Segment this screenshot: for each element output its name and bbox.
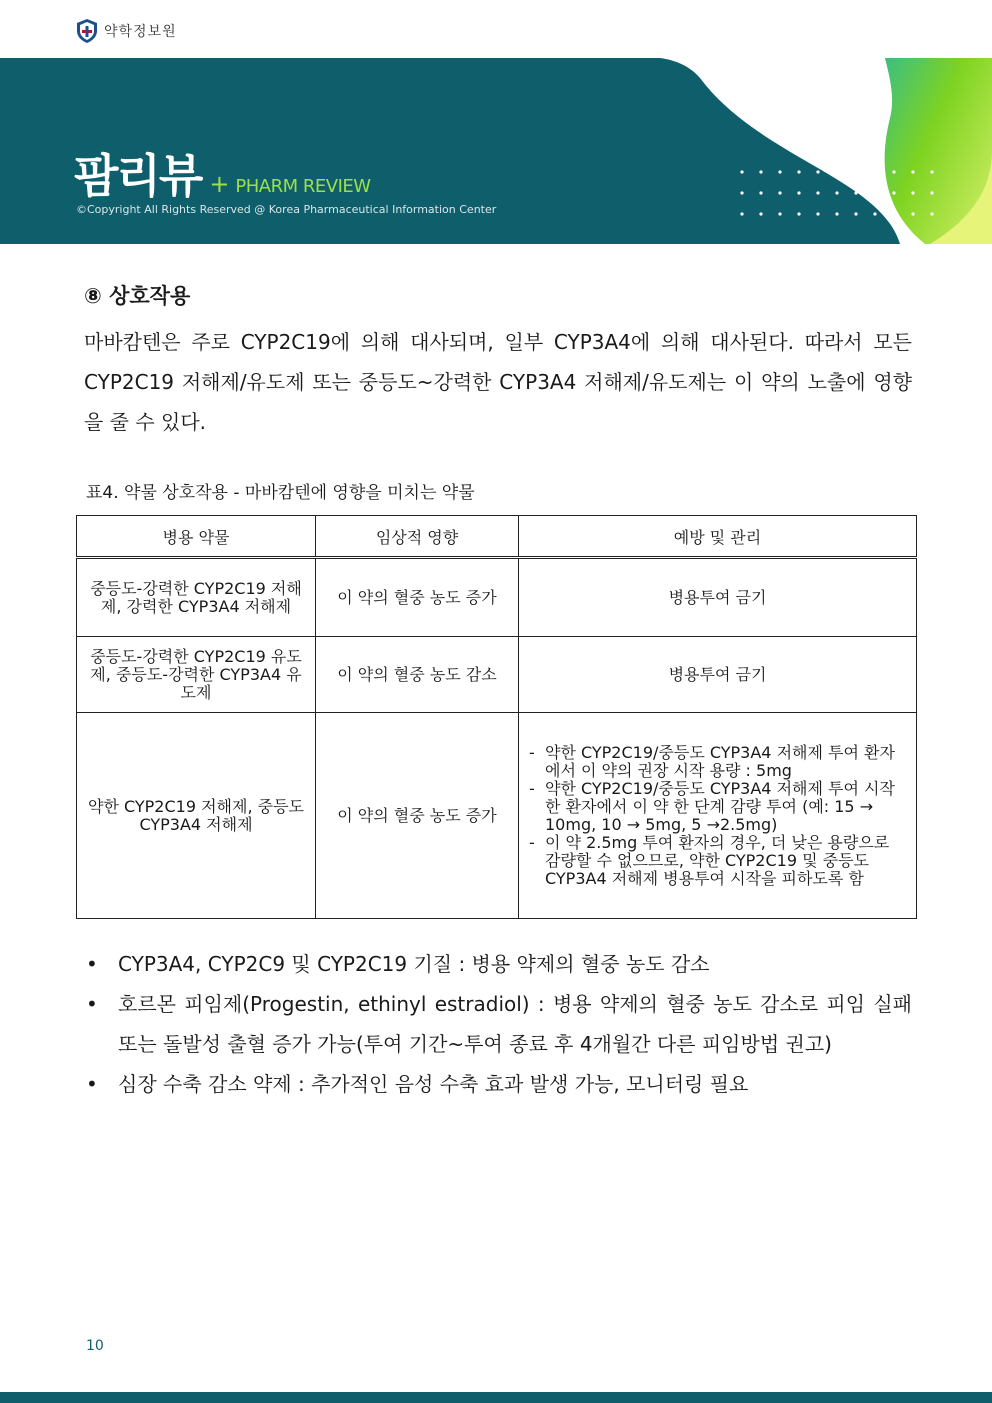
bullet-item: • 심장 수축 감소 약제 : 추가적인 음성 수축 효과 발생 가능, 모니터링 필요 [84,1064,912,1104]
page-number: 10 [86,1338,104,1354]
effect-cell: 이 약의 혈중 농도 감소 [316,637,519,713]
effect-cell: 이 약의 혈중 농도 증가 [316,713,519,919]
management-cell: 병용투여 금기 [519,558,917,637]
table-caption: 표4. 약물 상호작용 - 마바캄텐에 영향을 미치는 약물 [86,483,475,503]
brand-plus: + [209,170,230,198]
table-row [77,558,917,637]
header-banner [0,58,992,244]
brand-korean: 팜리뷰 [74,149,202,203]
bullet-item: • 호르몬 피임제(Progestin, ethinyl estradiol) : 병용 약제의 혈중 농도 감소로 피임 실패 또는 돌발성 출혈 증가 가능(투여 기간~투여 종료 후 4개월간 다른 피임방법 권고) [84,984,912,1064]
org-header [76,18,177,44]
brand-english: PHARM REVIEW [235,176,371,197]
drug-cell: 중등도-강력한 CYP2C19 유도제, 중등도-강력한 CYP3A4 유도제 [77,637,316,713]
interaction-table [76,515,917,919]
top-bar [0,0,992,58]
management-item: - 이 약 2.5mg 투여 환자의 경우, 더 낮은 용량으로 감량할 수 없으므로, 약한 CYP2C19 및 중등도 CYP3A4 저해제 병용투여 시작을 피하도록 함 [527,834,908,888]
drug-cell: 중등도-강력한 CYP2C19 저해제, 강력한 CYP3A4 저해제 [77,558,316,637]
bullet-item: • CYP3A4, CYP2C9 및 CYP2C19 기질 : 병용 약제의 혈중 농도 감소 [84,944,912,984]
effect-cell: 이 약의 혈중 농도 증가 [316,558,519,637]
table-header-row [77,516,917,558]
bottom-bar [0,1392,992,1403]
management-item: - 약한 CYP2C19/중등도 CYP3A4 저해제 투여 시작한 환자에서 이 약 한 단계 감량 투여 (예: 15 → 10mg, 10 → 5mg, 5 →2.5mg) [527,780,908,834]
header-concomitant-drug: 병용 약물 [77,516,316,558]
brand-title [74,140,371,206]
management-item: - 약한 CYP2C19/중등도 CYP3A4 저해제 투여 환자에서 이 약의 권장 시작 용량 : 5mg [527,744,908,780]
drug-cell: 약한 CYP2C19 저해제, 중등도 CYP3A4 저해제 [77,713,316,919]
shield-logo-icon [76,18,98,44]
section-title: ⑧ 상호작용 [84,284,191,308]
management-list-cell [519,713,917,919]
bullet-list [84,944,912,1104]
table-row [77,713,917,919]
table-row [77,637,917,713]
header-clinical-effect: 임상적 영향 [316,516,519,558]
interaction-section [84,280,912,442]
section-paragraph: 마바캄텐은 주로 CYP2C19에 의해 대사되며, 일부 CYP3A4에 의해 대사된다. 따라서 모든 CYP2C19 저해제/유도제 또는 중등도~강력한 CYP3A4 저해제/유도제는 이 약의 노출에 영향을 줄 수 있다. [84,330,912,434]
dot-grid-decoration [736,168,936,218]
management-cell: 병용투여 금기 [519,637,917,713]
org-name: 약학정보원 [104,24,177,40]
copyright-notice: ©Copyright All Rights Reserved @ Korea Pharmaceutical Information Center [76,203,497,216]
header-management: 예방 및 관리 [519,516,917,558]
